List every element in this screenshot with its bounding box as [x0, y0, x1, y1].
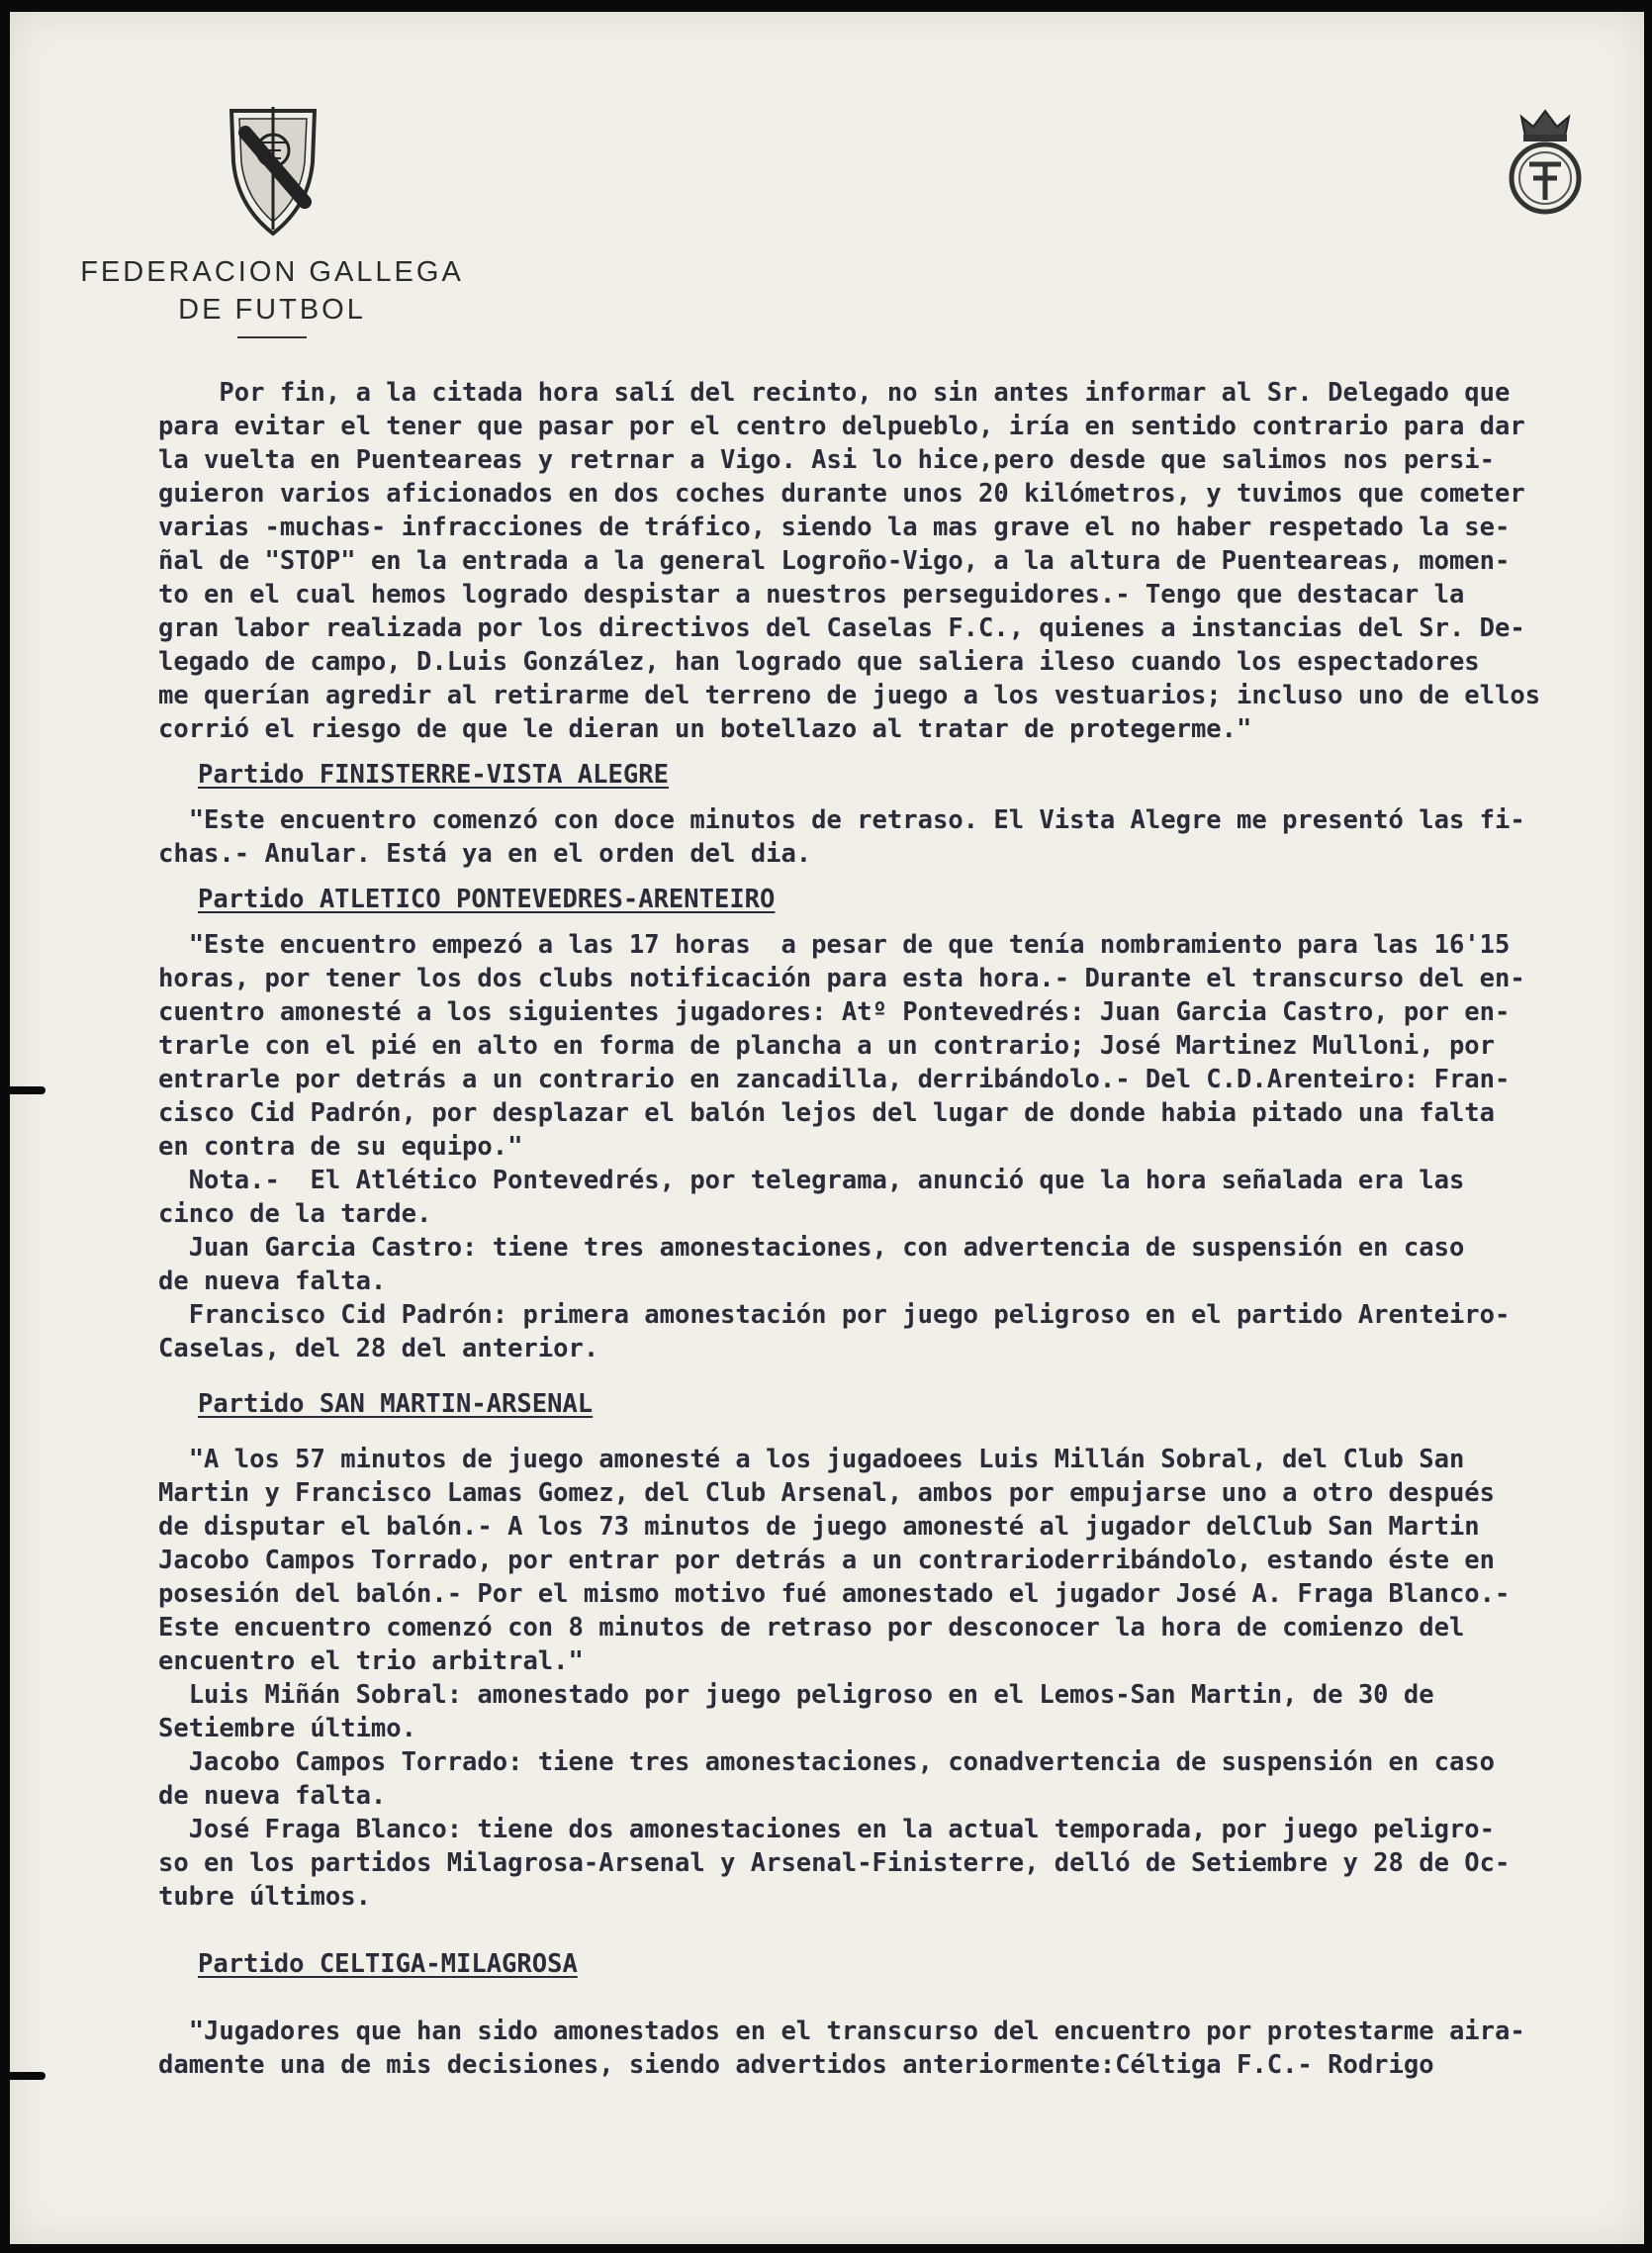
federation-name-line2: DE FUTBOL [178, 294, 366, 326]
text-line: entrarle por detrás a un contrario en zancadilla, derribándolo.- Del C.D.Arenteiro: Fran- [158, 1065, 1511, 1094]
section-san-martin-arsenal [158, 1387, 1652, 1914]
text-line: Este encuentro comenzó con 8 minutos de retraso por desconocer la hora de comienzo del [158, 1613, 1465, 1643]
text-line: para evitar el tener que pasar por el centro delpueblo, iría en sentido contrario para dar [158, 412, 1525, 441]
text-line: to en el cual hemos logrado despistar a nuestros perseguidores.- Tengo que destacar la [158, 580, 1465, 610]
section-atletico-pontevedres-arenteiro [158, 883, 1652, 1365]
text-line: trarle con el pié en alto en forma de plancha a un contrario; José Martinez Mulloni, por [158, 1031, 1496, 1061]
text-line: José Fraga Blanco: tiene dos amonestaciones en la actual temporada, por juego peligro- [158, 1815, 1496, 1844]
section-title: Partido ATLETICO PONTEVEDRES-ARENTEIRO [198, 885, 776, 914]
text-line: en contra de su equipo." [158, 1132, 523, 1162]
text-line: Luis Miñán Sobral: amonestado por juego peligroso en el Lemos-San Martin, de 30 de [158, 1680, 1434, 1710]
federation-name [69, 253, 475, 329]
text-line: Jacobo Campos Torrado: tiene tres amonestaciones, conadvertencia de suspensión en caso [158, 1747, 1496, 1777]
binder-tick [0, 2072, 46, 2080]
text-line: chas.- Anular. Está ya en el orden del dia. [158, 839, 812, 869]
text-line: encuentro el trio arbitral." [158, 1646, 584, 1676]
text-line: cinco de la tarde. [158, 1199, 432, 1229]
text-line: cuentro amonesté a los siguientes jugadores: Atº Pontevedrés: Juan Garcia Castro, por en- [158, 997, 1511, 1027]
royal-crown-emblem [1502, 103, 1589, 220]
text-line: legado de campo, D.Luis González, han logrado que saliera ileso cuando los espectadores [158, 647, 1480, 677]
intro-paragraph [158, 376, 1652, 746]
text-line: Por fin, a la citada hora salí del recinto, no sin antes informar al Sr. Delegado que [158, 378, 1511, 408]
text-line: so en los partidos Milagrosa-Arsenal y Arsenal-Finisterre, delló de Setiembre y 28 de Oc- [158, 1848, 1511, 1878]
text-line: Francisco Cid Padrón: primera amonestación por juego peligroso en el partido Arenteiro- [158, 1300, 1511, 1330]
section-title: Partido CELTIGA-MILAGROSA [198, 1949, 578, 1979]
text-line: "Jugadores que han sido amonestados en el transcurso del encuentro por protestarme aira- [158, 2017, 1525, 2046]
text-line: cisco Cid Padrón, por desplazar el balón lejos del lugar de donde habia pitado una falta [158, 1098, 1496, 1128]
section-title: Partido FINISTERRE-VISTA ALEGRE [198, 760, 669, 790]
text-line: de nueva falta. [158, 1267, 387, 1296]
text-line: gran labor realizada por los directivos del Caselas F.C., quienes a instancias del Sr. De- [158, 613, 1525, 643]
text-line: Setiembre último. [158, 1714, 416, 1743]
text-line: Juan Garcia Castro: tiene tres amonestaciones, con advertencia de suspensión en caso [158, 1233, 1465, 1263]
text-line: Caselas, del 28 del anterior. [158, 1334, 599, 1363]
text-line: "Este encuentro comenzó con doce minutos de retraso. El Vista Alegre me presentó las fi- [158, 805, 1525, 835]
section-title: Partido SAN MARTIN-ARSENAL [198, 1389, 594, 1419]
federation-shield-logo [226, 103, 321, 237]
report-body [158, 376, 1652, 2082]
text-line: Jacobo Campos Torrado, por entrar por detrás a un contrarioderribándolo, estando éste en [158, 1546, 1496, 1575]
text-line: Nota.- El Atlético Pontevedrés, por telegrama, anunció que la hora señalada era las [158, 1166, 1465, 1195]
federation-name-line1: FEDERACION GALLEGA [80, 256, 464, 288]
text-line: horas, por tener los dos clubs notificación para esta hora.- Durante el transcurso del en- [158, 964, 1525, 993]
text-line: ñal de "STOP" en la entrada a la general Logroño-Vigo, a la altura de Puenteareas, momen- [158, 546, 1511, 576]
text-line: de disputar el balón.- A los 73 minutos de juego amonesté al jugador delClub San Martin [158, 1512, 1480, 1542]
document-sheet [10, 12, 1644, 2244]
text-line: tubre últimos. [158, 1882, 371, 1912]
text-line: corrió el riesgo de que le dieran un botellazo al tratar de protegerme." [158, 714, 1252, 744]
header-divider [237, 336, 307, 338]
section-celtiga-milagrosa [158, 1947, 1652, 2082]
text-line: me querían agredir al retirarme del terreno de juego a los vestuarios; incluso uno de ellos [158, 681, 1541, 710]
text-line: varias -muchas- infracciones de tráfico, siendo la mas grave el no haber respetado la se- [158, 513, 1511, 542]
binder-tick [0, 1086, 46, 1094]
text-line: la vuelta en Puenteareas y retrnar a Vigo. Asi lo hice,pero desde que salimos nos persi- [158, 445, 1496, 475]
text-line: guieron varios aficionados en dos coches durante unos 20 kilómetros, y tuvimos que cometer [158, 479, 1525, 509]
section-finisterre-vista-alegre [158, 758, 1652, 871]
text-line: "Este encuentro empezó a las 17 horas a pesar de que tenía nombramiento para las 16'15 [158, 930, 1511, 960]
text-line: de nueva falta. [158, 1781, 387, 1811]
text-line: damente una de mis decisiones, siendo advertidos anteriormente:Céltiga F.C.- Rodrigo [158, 2050, 1434, 2080]
text-line: posesión del balón.- Por el mismo motivo fué amonestado el jugador José A. Fraga Blanco.- [158, 1579, 1511, 1609]
text-line: Martin y Francisco Lamas Gomez, del Club Arsenal, ambos por empujarse uno a otro después [158, 1478, 1496, 1508]
text-line: "A los 57 minutos de juego amonesté a los jugadoees Luis Millán Sobral, del Club San [158, 1445, 1465, 1474]
